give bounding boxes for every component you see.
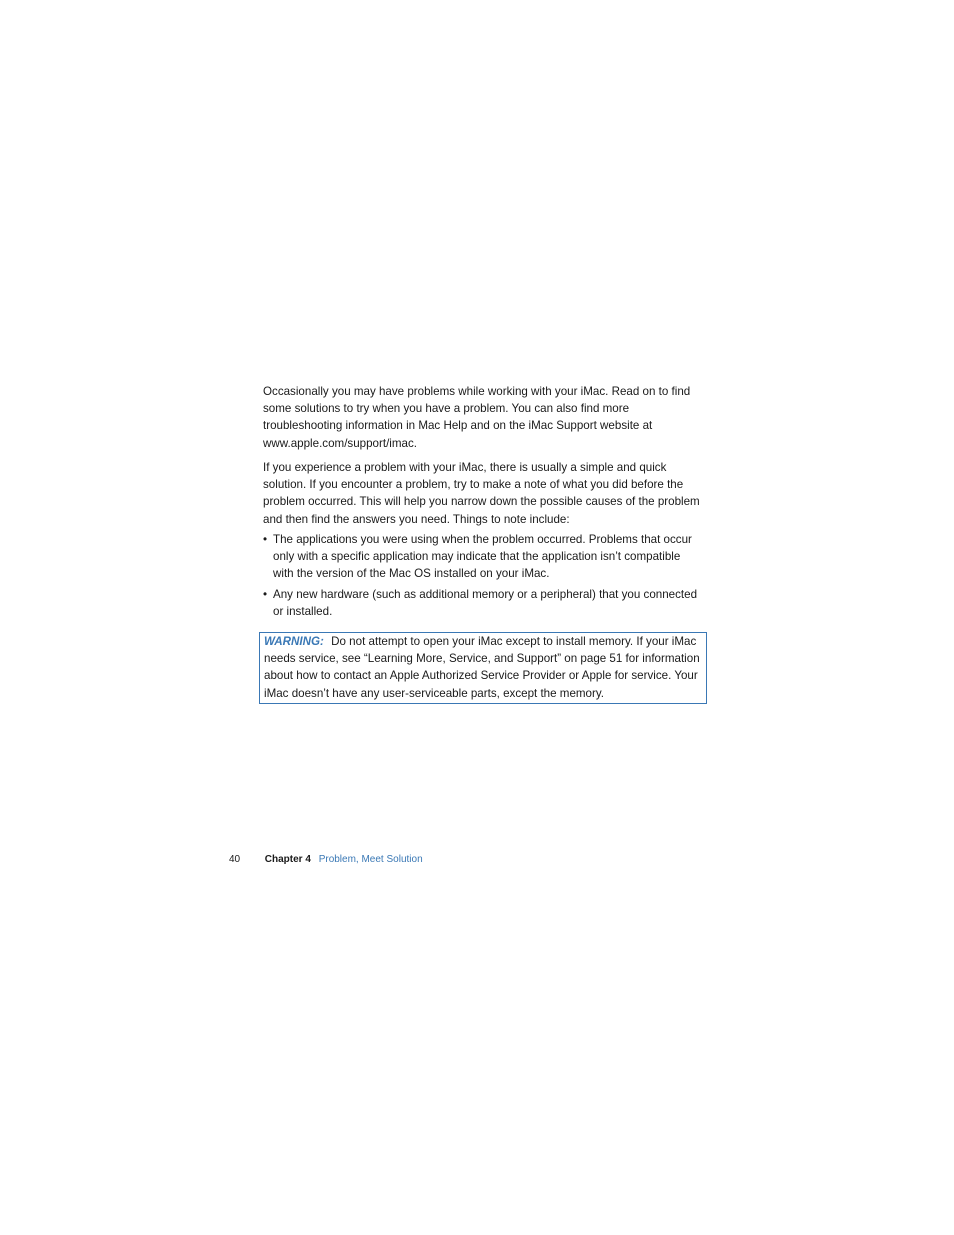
warning-box <box>259 632 707 704</box>
warning-text: Do not attempt to open your iMac except to install memory. If your iMac needs service, see “Learning More, Service, and Support” on page 51 for information about how to contact an Apple Authorized Service Provider or Apple for service. Your iMac doesn’t have any user-serviceable parts, except the memory. <box>264 635 700 700</box>
chapter-label: Chapter 4 <box>264 854 311 865</box>
warning-label: WARNING: <box>264 635 324 648</box>
list-item-text: Any new hardware (such as additional memory or a peripheral) that you connected or installed. <box>273 587 698 618</box>
list-item-text: The applications you were using when the problem occurred. Problems that occur only with a specific application may indicate that the application isn’t compatible with the version of the Mac OS installed on your iMac. <box>273 533 692 581</box>
page-footer <box>229 853 423 867</box>
list-item <box>263 586 703 620</box>
page-number: 40 <box>229 854 241 865</box>
problem-paragraph: If you experience a problem with your iMac, there is usually a simple and quick solution. If you encounter a problem, try to make a note of what you did before the problem occurred. This will help you narrow down the possible causes of the problem and then find the answers you need. Things to note include: <box>263 461 700 526</box>
bullet-icon: • <box>263 533 268 546</box>
chapter-title: Problem, Meet Solution <box>318 854 423 865</box>
bullet-icon: • <box>263 587 268 601</box>
list-item <box>263 531 703 583</box>
intro-paragraph: Occasionally you may have problems while working with your iMac. Read on to find some solutions to try when you have a problem. You can also find more troubleshooting information in Mac Help and on the iMac Support website at www.apple.com/support/imac. <box>263 385 691 450</box>
notes-list <box>263 531 703 623</box>
